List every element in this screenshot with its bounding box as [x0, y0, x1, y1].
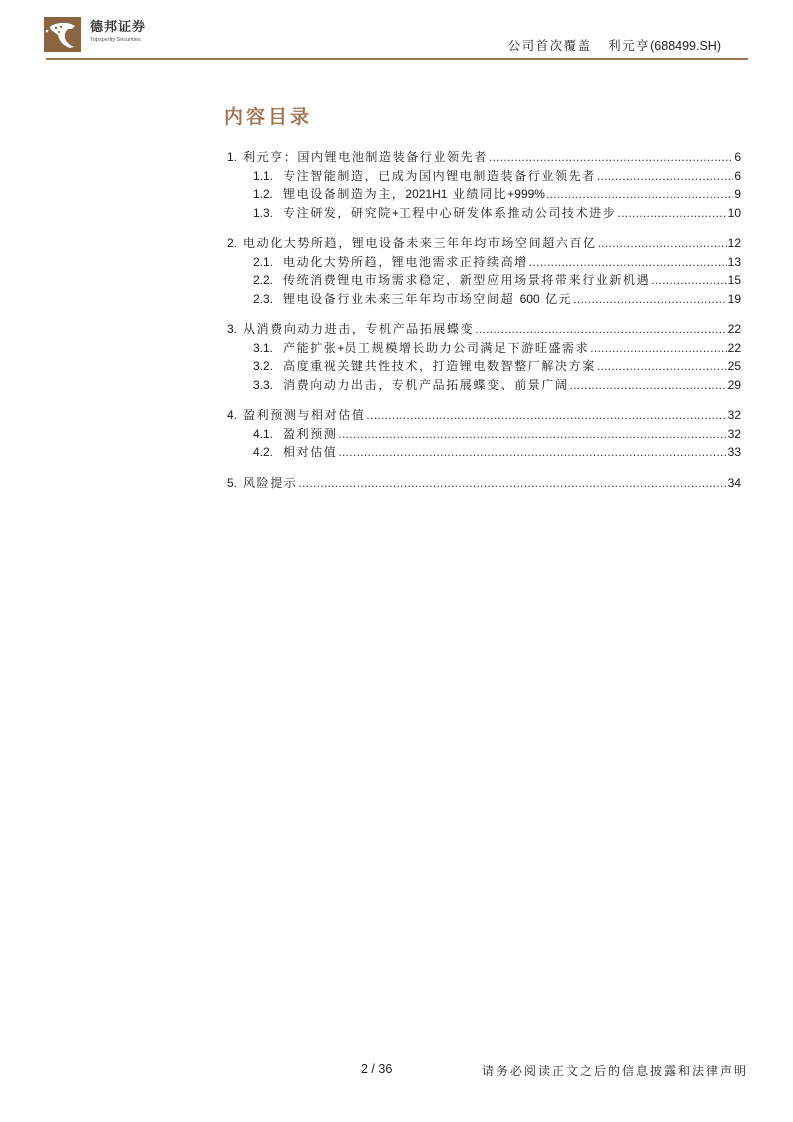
page-number: 6 — [734, 168, 741, 183]
page-header — [0, 0, 793, 70]
report-type: 公司首次覆盖 — [507, 38, 592, 53]
dot-leader — [573, 292, 726, 306]
toc-subentry[interactable] — [227, 376, 741, 395]
section-title: 专注智能制造，已成为国内锂电制造装备行业领先者 — [283, 168, 596, 183]
toc-subentry[interactable] — [227, 167, 741, 186]
page-number: 22 — [727, 322, 741, 336]
page-number: 6 — [734, 150, 741, 164]
toc-section — [227, 148, 741, 222]
section-number: 3. — [227, 322, 238, 336]
toc-subentry[interactable] — [227, 185, 741, 204]
page-number: 32 — [727, 426, 741, 441]
toc-subentry[interactable] — [227, 443, 741, 462]
report-label — [508, 36, 721, 54]
toc-entry[interactable] — [227, 148, 741, 167]
dot-leader — [597, 169, 734, 183]
header-divider — [46, 58, 748, 60]
section-number: 3.2. — [253, 359, 274, 373]
toc-entry[interactable] — [227, 406, 741, 425]
section-number: 1. — [227, 150, 238, 164]
page-number: 22 — [727, 340, 741, 355]
section-number: 5. — [227, 475, 238, 490]
section-number: 4. — [227, 408, 238, 422]
dot-leader — [529, 255, 727, 269]
section-number: 2.1. — [253, 254, 274, 269]
toc-subentry[interactable] — [227, 253, 741, 272]
page-number: 34 — [727, 475, 741, 490]
toc-section — [227, 320, 741, 394]
section-title: 电动化大势所趋，锂电设备未来三年年均市场空间超六百亿 — [243, 236, 597, 250]
toc-subentry[interactable] — [227, 425, 741, 444]
dot-leader — [570, 378, 727, 392]
section-number: 3.3. — [253, 377, 274, 392]
section-title: 从消费向动力进击，专机产品拓展蝶变 — [243, 322, 475, 336]
brand-name — [90, 20, 146, 44]
toc-title: 内容目录 — [224, 106, 313, 128]
dot-leader — [597, 359, 727, 373]
toc-subentry[interactable] — [227, 357, 741, 376]
dot-leader — [598, 236, 727, 250]
toc-entry[interactable] — [227, 474, 741, 493]
page-number: 15 — [727, 273, 741, 287]
section-title: 产能扩张+员工规模增长助力公司满足下游旺盛需求 — [283, 340, 590, 355]
dot-leader — [617, 206, 726, 220]
toc-section — [227, 406, 741, 462]
brand-en: Topsperity Securities — [90, 37, 141, 43]
section-number: 4.2. — [253, 445, 274, 459]
page-number: 32 — [727, 408, 741, 422]
dot-leader — [298, 476, 726, 490]
dragon-logo-icon — [44, 17, 81, 52]
page-number: 13 — [727, 254, 741, 269]
page-number: 10 — [727, 205, 741, 220]
toc-subentry[interactable] — [227, 204, 741, 223]
section-title: 消费向动力出击，专机产品拓展蝶变、前景广阔 — [283, 377, 569, 392]
toc-entry[interactable] — [227, 234, 741, 253]
dot-leader — [590, 341, 726, 355]
table-of-contents — [227, 148, 741, 504]
dot-leader — [651, 273, 726, 287]
toc-subentry[interactable] — [227, 271, 741, 290]
section-title: 专注研发，研究院+工程中心研发体系推动公司技术进步 — [283, 205, 617, 220]
section-title: 相对估值 — [283, 445, 338, 459]
dot-leader — [338, 427, 726, 441]
section-title: 电动化大势所趋，锂电池需求正持续高增 — [283, 254, 528, 269]
toc-section — [227, 474, 741, 493]
company-name: 利元亨 — [608, 38, 651, 53]
page-number: 33 — [727, 445, 741, 459]
page-number: 19 — [727, 291, 741, 306]
section-number: 2.3. — [253, 291, 274, 306]
dot-leader — [546, 187, 733, 201]
page-number: 9 — [734, 187, 741, 201]
toc-entry[interactable] — [227, 320, 741, 339]
section-title: 盈利预测 — [283, 426, 338, 441]
section-title: 利元亨：国内锂电池制造装备行业领先者 — [243, 150, 488, 164]
toc-subentry[interactable] — [227, 339, 741, 358]
ticker: (688499.SH) — [650, 39, 721, 53]
page-indicator: 2 / 36 — [361, 1062, 393, 1076]
section-title: 锂电设备行业未来三年年均市场空间超 600 亿元 — [283, 291, 573, 306]
section-title: 传统消费锂电市场需求稳定，新型应用场景将带来行业新机遇 — [283, 273, 651, 287]
section-number: 1.2. — [253, 187, 274, 201]
section-title: 风险提示 — [243, 475, 298, 490]
toc-section — [227, 234, 741, 308]
dot-leader — [366, 408, 726, 422]
toc-subentry[interactable] — [227, 290, 741, 309]
dot-leader — [475, 322, 726, 336]
section-number: 2.2. — [253, 273, 274, 287]
disclaimer: 请务必阅读正文之后的信息披露和法律声明 — [482, 1064, 749, 1078]
dot-leader — [338, 445, 726, 459]
section-title: 高度重视关键共性技术，打造锂电数智整厂解决方案 — [283, 359, 596, 373]
dot-leader — [489, 150, 733, 164]
page-number: 25 — [727, 359, 741, 373]
page-number: 29 — [727, 377, 741, 392]
page-number: 12 — [727, 236, 741, 250]
brand-cn: 德邦证券 — [90, 20, 147, 35]
section-number: 1.1. — [253, 168, 274, 183]
section-number: 1.3. — [253, 205, 274, 220]
section-title: 盈利预测与相对估值 — [243, 408, 366, 422]
section-number: 4.1. — [253, 426, 274, 441]
section-number: 2. — [227, 236, 238, 250]
section-number: 3.1. — [253, 340, 274, 355]
section-title: 锂电设备制造为主，2021H1 业绩同比+999% — [283, 187, 545, 201]
